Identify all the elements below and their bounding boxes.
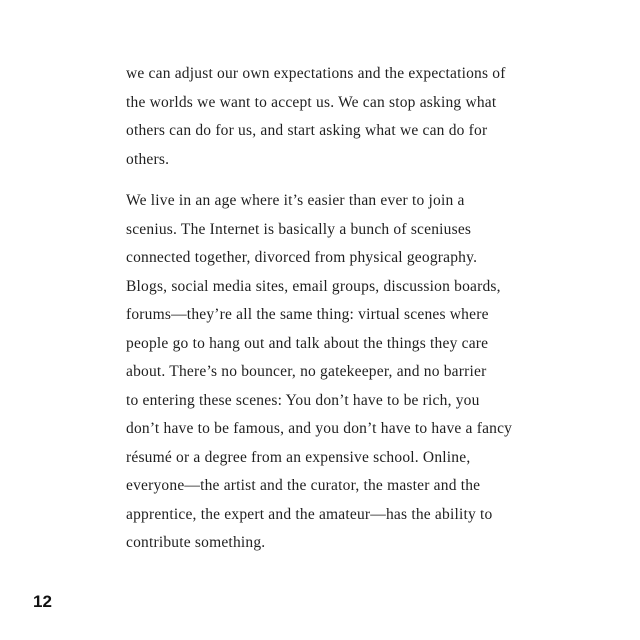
text-line: everyone—the artist and the curator, the master and the xyxy=(126,477,481,494)
text-line: Blogs, social media sites, email groups, discussion boards, xyxy=(126,277,501,295)
text-line: contribute something. xyxy=(126,534,266,551)
page-number: 12 xyxy=(33,592,52,611)
paragraph xyxy=(126,187,556,558)
text-line: people go to hang out and talk about the things they care xyxy=(126,334,489,352)
text-line: about. There’s no bouncer, no gatekeeper, and no barrier xyxy=(126,363,487,380)
text-line: don’t have to be famous, and you don’t have to have a fancy xyxy=(126,420,513,437)
text-line: We live in an age where it’s easier than ever to join a xyxy=(126,192,465,209)
text-line: forums—they’re all the same thing: virtual scenes where xyxy=(126,306,489,323)
text-line: to entering these scenes: You don’t have to be rich, you xyxy=(126,391,480,409)
text-line: apprentice, the expert and the amateur—has the ability to xyxy=(126,505,493,523)
text-line: connected together, divorced from physical geography. xyxy=(126,249,478,266)
text-line: the worlds we want to accept us. We can stop asking what xyxy=(126,93,497,111)
text-line: we can adjust our own expectations and the expectations of xyxy=(126,65,506,82)
text-line: scenius. The Internet is basically a bunch of sceniuses xyxy=(126,220,472,238)
text-line: others can do for us, and start asking what we can do for xyxy=(126,122,488,139)
paragraph xyxy=(126,60,556,174)
text-line: others. xyxy=(126,150,170,168)
body-text xyxy=(126,60,556,571)
text-line: résumé or a degree from an expensive school. Online, xyxy=(126,448,471,466)
